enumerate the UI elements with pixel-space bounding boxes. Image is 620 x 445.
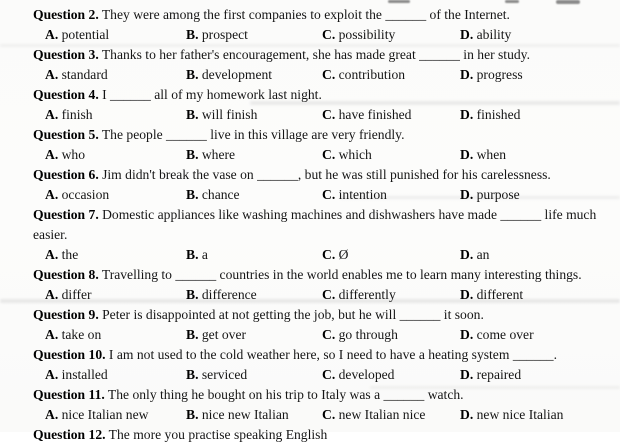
option: C. have finished: [322, 107, 412, 122]
option-letter: D.: [460, 247, 474, 262]
question-block: [33, 125, 612, 165]
option: B. serviced: [186, 367, 248, 382]
question-block: [33, 205, 612, 265]
option-letter: D.: [460, 367, 474, 382]
option-letter: D.: [460, 147, 474, 162]
question-line: [33, 85, 612, 105]
option: C. differently: [322, 287, 396, 302]
question-label: Question 9.: [33, 307, 99, 322]
option-letter: D.: [460, 27, 474, 42]
option-letter: A.: [45, 327, 59, 342]
question-block: [33, 85, 612, 125]
option-row: [33, 405, 612, 425]
option-letter: D.: [460, 187, 474, 202]
question-text: I ______ all of my homework last night.: [98, 87, 322, 102]
question-line: [33, 5, 612, 25]
option: A. the: [45, 247, 79, 262]
question-block: [33, 305, 612, 345]
option-row: [33, 65, 612, 85]
option-letter: A.: [45, 147, 59, 162]
option: C. contribution: [322, 67, 406, 82]
question-text: Jim didn't break the vase on ______, but he was still punished for his carelessness.: [98, 167, 551, 182]
question-line: [33, 345, 612, 365]
question-text: Peter is disappointed at not getting the job, but he will ______ it soon.: [98, 307, 484, 322]
option: D. come over: [460, 327, 534, 342]
option: D. different: [460, 287, 524, 302]
option: A. differ: [45, 287, 92, 302]
question-label: Question 7.: [33, 207, 99, 222]
question-label: Question 8.: [33, 267, 99, 282]
question-label: Question 12.: [33, 427, 106, 442]
option-letter: B.: [186, 27, 199, 42]
option: D. when: [460, 147, 507, 162]
option-letter: A.: [45, 287, 59, 302]
question-block: [33, 165, 612, 205]
option: B. difference: [186, 287, 257, 302]
option: B. prospect: [186, 27, 248, 42]
question-list: [33, 5, 612, 445]
option: C. which: [322, 147, 372, 162]
question-text: I am not used to the cold weather here, so I need to have a heating system ______.: [105, 347, 557, 362]
question-text: The people ______ live in this village are very friendly.: [98, 127, 405, 142]
option-letter: C.: [322, 247, 336, 262]
question-block: [33, 5, 612, 45]
option: A. take on: [45, 327, 102, 342]
option-letter: D.: [460, 107, 474, 122]
option: C. Ø: [322, 247, 349, 262]
option: C. possibility: [322, 27, 396, 42]
question-line: [33, 205, 612, 245]
option: B. nice new Italian: [186, 407, 289, 422]
question-text: Domestic appliances like washing machines and dishwashers have made ______ life much easier.: [33, 207, 597, 242]
option-letter: A.: [45, 407, 59, 422]
option: D. an: [460, 247, 490, 262]
option: B. where: [186, 147, 236, 162]
option-letter: C.: [322, 287, 336, 302]
option-letter: B.: [186, 147, 199, 162]
question-label: Question 2.: [33, 7, 99, 22]
option: B. will finish: [186, 107, 258, 122]
option: D. finished: [460, 107, 521, 122]
option-letter: B.: [186, 247, 199, 262]
option-row: [33, 25, 612, 45]
question-text: Travelling to ______ countries in the world enables me to learn many interesting things.: [98, 267, 582, 282]
option-letter: D.: [460, 327, 474, 342]
option-letter: D.: [460, 287, 474, 302]
option-letter: B.: [186, 327, 199, 342]
option: A. standard: [45, 67, 108, 82]
option-row: [33, 325, 612, 345]
option: A. nice Italian new: [45, 407, 149, 422]
question-line: [33, 165, 612, 185]
question-line: [33, 305, 612, 325]
option-row: [33, 245, 612, 265]
option-letter: C.: [322, 27, 336, 42]
option: A. potential: [45, 27, 110, 42]
scan-artifact: [388, 0, 410, 3]
question-label: Question 5.: [33, 127, 99, 142]
question-block: [33, 425, 612, 445]
option-letter: B.: [186, 67, 199, 82]
option-row: [33, 365, 612, 385]
option-letter: A.: [45, 107, 59, 122]
option: B. get over: [186, 327, 247, 342]
option-letter: C.: [322, 327, 336, 342]
question-label: Question 3.: [33, 47, 99, 62]
option: C. intention: [322, 187, 387, 202]
option-row: [33, 145, 612, 165]
option: B. development: [186, 67, 273, 82]
question-block: [33, 45, 612, 85]
question-label: Question 6.: [33, 167, 99, 182]
question-label: Question 10.: [33, 347, 106, 362]
question-label: Question 4.: [33, 87, 99, 102]
question-line: [33, 425, 612, 445]
question-line: [33, 265, 612, 285]
option: B. a: [186, 247, 208, 262]
option-letter: A.: [45, 27, 59, 42]
option: C. go through: [322, 327, 398, 342]
question-block: [33, 265, 612, 305]
option-letter: B.: [186, 187, 199, 202]
question-line: [33, 125, 612, 145]
question-label: Question 11.: [33, 387, 105, 402]
option-letter: C.: [322, 67, 336, 82]
option-row: [33, 285, 612, 305]
option-letter: B.: [186, 287, 199, 302]
option-letter: A.: [45, 367, 59, 382]
option-letter: C.: [322, 187, 336, 202]
option-row: [33, 105, 612, 125]
question-line: [33, 385, 612, 405]
option: C. developed: [322, 367, 395, 382]
question-text: They were among the first companies to exploit the ______ of the Internet.: [98, 7, 510, 22]
option-letter: D.: [460, 407, 474, 422]
scan-artifact: [556, 0, 580, 4]
option: D. new nice Italian: [460, 407, 564, 422]
option: A. who: [45, 147, 86, 162]
option: D. repaired: [460, 367, 522, 382]
option: D. progress: [460, 67, 523, 82]
option: D. purpose: [460, 187, 520, 202]
option-letter: B.: [186, 107, 199, 122]
option-letter: D.: [460, 67, 474, 82]
option: A. finish: [45, 107, 93, 122]
option: C. new Italian nice: [322, 407, 426, 422]
option-letter: C.: [322, 147, 336, 162]
question-text: Thanks to her father's encouragement, she has made great ______ in her study.: [98, 47, 530, 62]
question-text: The more you practise speaking English: [105, 427, 328, 442]
option-letter: B.: [186, 407, 199, 422]
option-letter: A.: [45, 247, 59, 262]
question-block: [33, 345, 612, 385]
option: B. chance: [186, 187, 240, 202]
option-letter: C.: [322, 407, 336, 422]
question-block: [33, 385, 612, 425]
option: A. installed: [45, 367, 108, 382]
option: A. occasion: [45, 187, 110, 202]
question-text: The only thing he bought on his trip to Italy was a ______ watch.: [104, 387, 464, 402]
option: D. ability: [460, 27, 512, 42]
question-line: [33, 45, 612, 65]
option-row: [33, 185, 612, 205]
scan-artifact: [505, 0, 519, 3]
option-letter: A.: [45, 67, 59, 82]
option-letter: A.: [45, 187, 59, 202]
option-letter: B.: [186, 367, 199, 382]
option-letter: C.: [322, 367, 336, 382]
option-letter: C.: [322, 107, 336, 122]
